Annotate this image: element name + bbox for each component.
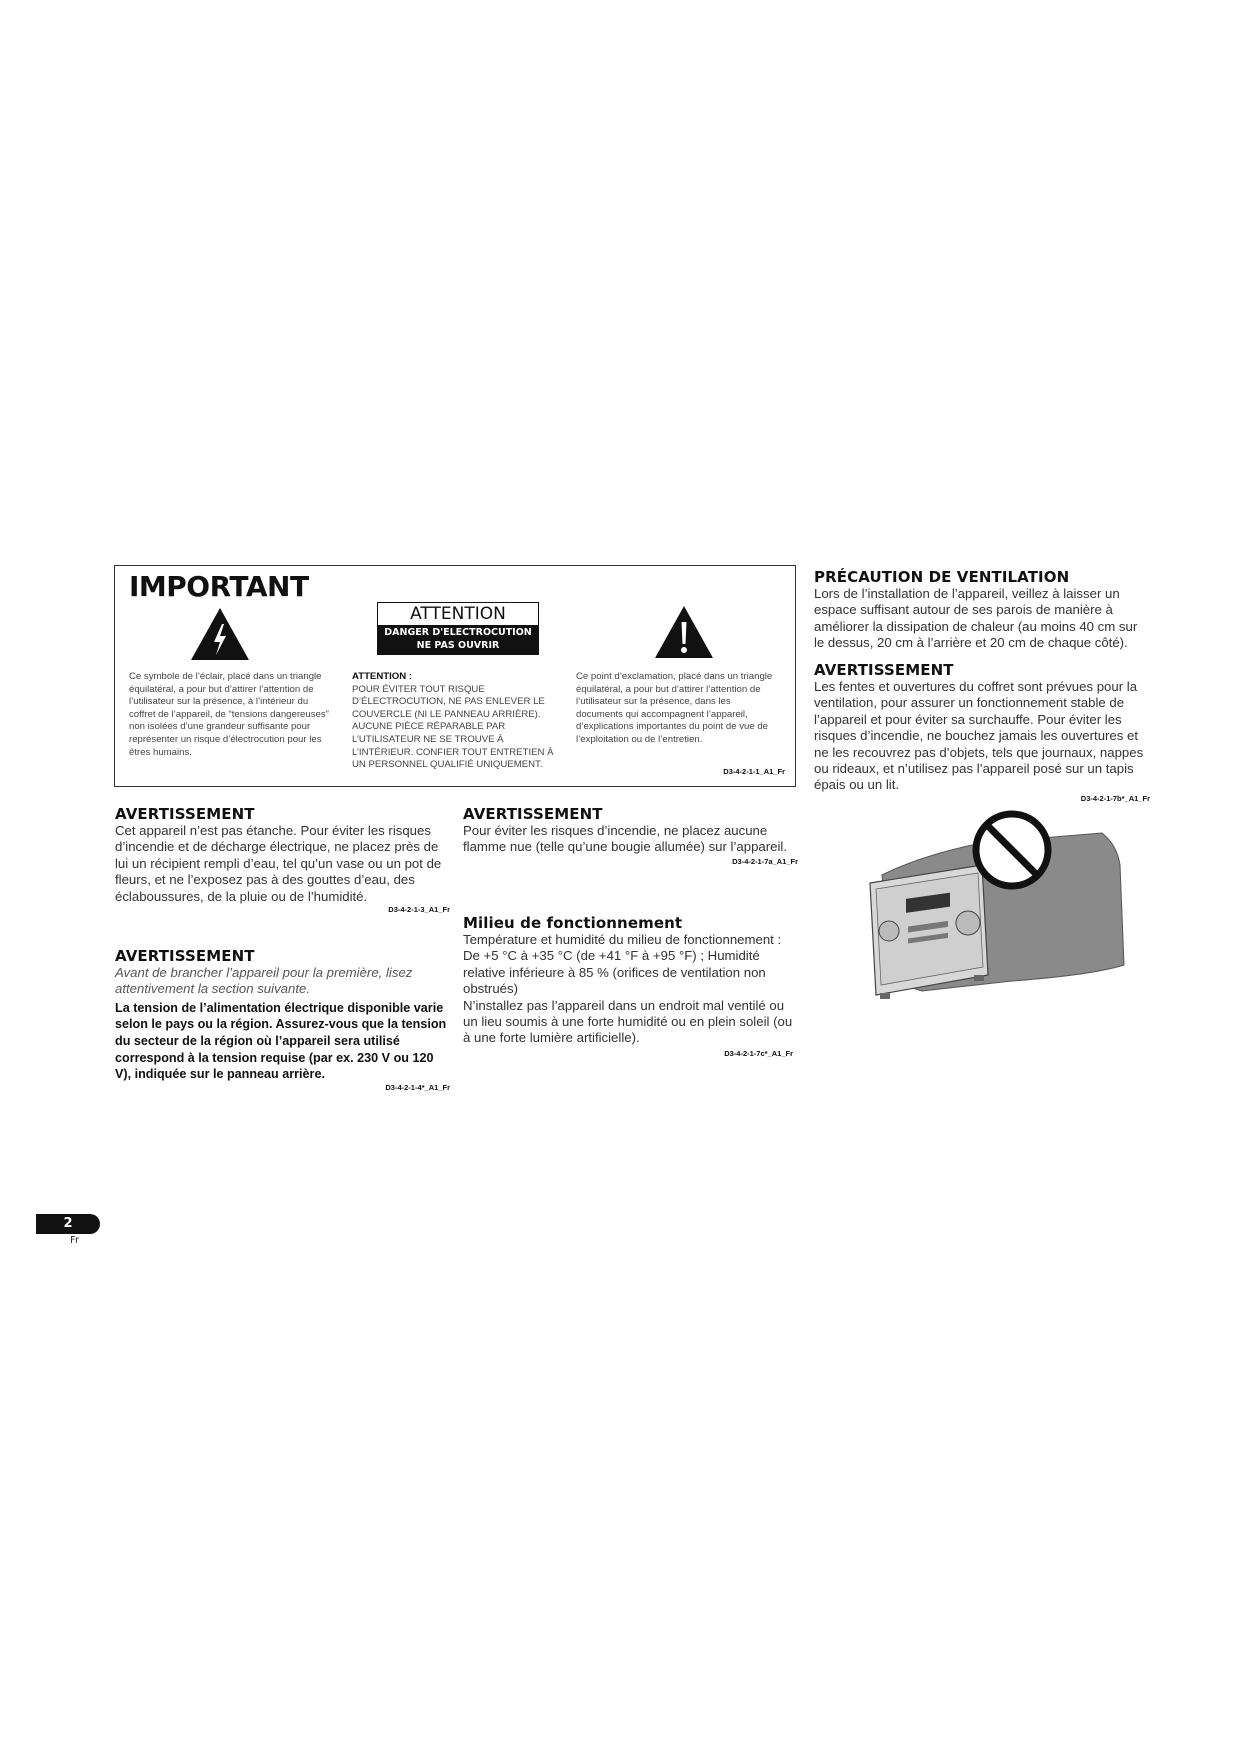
warning-water-heading: AVERTISSEMENT bbox=[115, 805, 255, 823]
lightning-explanation: Ce symbole de l’éclair, placé dans un triangle équilatéral, a pour but d’attirer l’attention de l’utilisateur sur la présence, à l’intérieur du coffret de l’appareil, de “tensions dangereuses” non isolées d’une grandeur suffisante pour représenter un risque d’électrocution pour les êtres humains. bbox=[129, 671, 329, 758]
environment-text-placement: N’installez pas l’appareil dans un endroit mal ventilé ou un lieu soumis à une forte humidité ou en plein soleil (ou à une forte lumière artificielle). bbox=[463, 997, 793, 1046]
attention-notice-heading: ATTENTION : bbox=[352, 671, 413, 682]
warning-voltage-heading: AVERTISSEMENT bbox=[115, 947, 255, 965]
warning-voltage-intro: Avant de brancher l’appareil pour la première, lisez attentivement la section suivante. bbox=[115, 965, 413, 997]
exclamation-warning-icon bbox=[653, 604, 715, 660]
lightning-warning-icon bbox=[189, 606, 251, 662]
covered-receiver-illustration bbox=[862, 805, 1132, 1005]
important-box bbox=[114, 565, 796, 787]
ventilation-text: Lors de l’installation de l’appareil, veillez à laisser un espace suffisant autour de ses parois de manière à améliorer la dissipation de chaleur (au moins 40 cm sur le dessus, 20 cm à l’arrière et 20 cm de chaque côté). bbox=[814, 586, 1138, 651]
exclamation-explanation: Ce point d’exclamation, placé dans un triangle équilatéral, a pour but d’attirer l’attention de l’utilisateur sur la présence, dans les documents qui accompagnent l’appareil, d’explications importantes du point de vue de l’exploitation ou de l’entretien. bbox=[576, 671, 773, 745]
warning-flame-code: D3-4-2-1-7a_A1_Fr bbox=[732, 856, 798, 866]
warning-voltage-section bbox=[115, 947, 450, 1092]
attention-notice bbox=[352, 671, 564, 772]
warning-vents-heading: AVERTISSEMENT bbox=[814, 661, 954, 679]
environment-code: D3-4-2-1-7c*_A1_Fr bbox=[724, 1048, 793, 1058]
attention-notice-text: POUR ÉVITER TOUT RISQUE D’ÉLECTROCUTION, NE PAS ENLEVER LE COUVERCLE (NI LE PANNEAU ARRIÈRE). AUCUNE PIÈCE RÉPARABLE PAR L’UTILISATEUR NE SE TROUVE À L’INTÉRIEUR. CONFIER TOUT ENTRETIEN À UN PERSONNEL QUALIFIÉ UNIQUEMENT. bbox=[352, 683, 554, 771]
attention-sub-open: NE PAS OUVRIR bbox=[416, 640, 500, 651]
environment-text-conditions: Température et humidité du milieu de fonctionnement : De +5 °C à +35 °C (de +41 °F à +95 °F) ; Humidité relative inférieure à 85 % (orifices de ventilation non obstrués) bbox=[463, 932, 782, 997]
warning-vents-code: D3-4-2-1-7b*_A1_Fr bbox=[1080, 793, 1150, 803]
environment-heading: Milieu de fonctionnement bbox=[463, 914, 683, 932]
warning-flame-text: Pour éviter les risques d’incendie, ne placez aucune flamme nue (telle qu’une bougie allumée) sur l’appareil. bbox=[463, 823, 788, 855]
warning-flame-heading: AVERTISSEMENT bbox=[463, 805, 603, 823]
page-language: Fr bbox=[70, 1235, 80, 1246]
warning-water-code: D3-4-2-1-3_A1_Fr bbox=[388, 905, 450, 915]
warning-water-section bbox=[115, 805, 450, 914]
attention-label bbox=[377, 602, 539, 655]
warning-water-text: Cet appareil n’est pas étanche. Pour éviter les risques d’incendie et de décharge électrique, ne placez près de lui un récipient rempli d’eau, tel qu’un vase ou un pot de fleurs, et ne l’exposez pas à des gouttes d’eau, des éclaboussures, de la pluie ou de l’humidité. bbox=[115, 823, 442, 904]
warning-vents-section bbox=[814, 661, 1150, 803]
important-code: D3-4-2-1-1_A1_Fr bbox=[723, 767, 785, 776]
attention-title: ATTENTION bbox=[410, 604, 506, 624]
warning-flame-section bbox=[463, 805, 798, 866]
important-title: IMPORTANT bbox=[129, 570, 309, 603]
warning-voltage-code: D3-4-2-1-4*_A1_Fr bbox=[385, 1082, 450, 1092]
warning-vents-text: Les fentes et ouvertures du coffret sont prévues pour la ventilation, pour assurer un fonctionnement stable de l’appareil et pour éviter sa surchauffe. Pour éviter les risques d’incendie, ne bouchez jamais les ouvertures et ne les recouvrez pas d’objets, tels que journaux, nappes ou rideaux, et n’utilisez pas l’appareil posé sur un tapis épais ou un lit. bbox=[814, 679, 1144, 793]
ventilation-section bbox=[814, 568, 1150, 652]
warning-voltage-text: La tension de l’alimentation électrique disponible varie selon le pays ou la région. Assurez-vous que la tension du secteur de la région où l’appareil sera utilisé correspond à la tension requise (par ex. 230 V ou 120 V), indiquée sur le panneau arrière. bbox=[115, 1000, 447, 1082]
environment-section bbox=[463, 914, 793, 1058]
page-number-tab: 2 bbox=[36, 1214, 100, 1234]
attention-sub-danger: DANGER D'ELECTROCUTION bbox=[384, 627, 532, 638]
ventilation-heading: PRÉCAUTION DE VENTILATION bbox=[814, 568, 1070, 586]
